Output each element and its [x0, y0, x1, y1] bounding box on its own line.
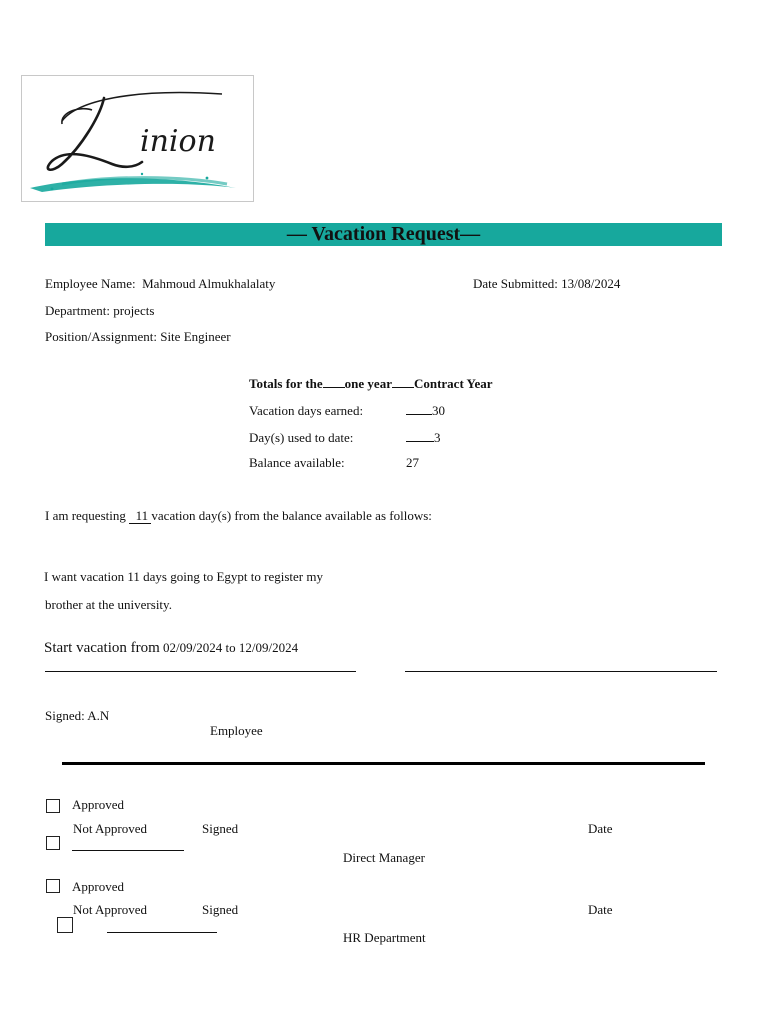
employee-signature [45, 708, 109, 724]
request-sentence [45, 508, 432, 524]
date-submitted-value: 13/08/2024 [561, 276, 621, 291]
period-to-word: to [225, 640, 236, 655]
direct-manager-caption: Direct Manager [343, 850, 425, 865]
totals-row-label: Day(s) used to date: [249, 430, 354, 445]
signed-label: Signed [202, 902, 239, 917]
date-submitted-row [473, 276, 620, 292]
not-approved-label: Not Approved [73, 821, 148, 836]
logo-graphic [22, 76, 255, 203]
requested-days-value: 11 [135, 508, 149, 523]
position-value: Site Engineer [160, 329, 231, 344]
days-used-value: 3 [434, 430, 441, 445]
approved-label: Approved [72, 797, 124, 812]
reason-line-2: brother at the university. [45, 597, 172, 612]
not-approved-checkbox-hr[interactable] [57, 917, 73, 933]
department-label: Department: [45, 303, 110, 318]
section-divider [62, 762, 705, 765]
department-row [45, 303, 154, 319]
employee-name-value: Mahmoud Almukhalalaty [142, 276, 276, 291]
position-label: Position/Assignment: [45, 329, 157, 344]
approved-checkbox-manager[interactable] [46, 799, 60, 813]
employee-name-label: Employee Name: [45, 276, 136, 291]
reason-line-1: I want vacation 11 days going to Egypt to register my [44, 569, 323, 584]
vacation-days-earned-value: 30 [432, 403, 445, 418]
totals-row-value [406, 430, 441, 446]
hr-department-caption: HR Department [343, 930, 426, 945]
date-label: Date [588, 821, 613, 836]
balance-available-value: 27 [406, 455, 419, 470]
not-approved-checkbox-manager[interactable] [46, 836, 60, 850]
approved-checkbox-hr[interactable] [46, 879, 60, 893]
period-to: 12/09/2024 [238, 640, 299, 655]
manager-signature-line[interactable] [72, 850, 184, 851]
department-value: projects [113, 303, 155, 318]
form-title: — Vacation Request— [286, 223, 481, 245]
signature-line-left [45, 671, 356, 672]
totals-heading [249, 376, 493, 392]
company-logo [21, 75, 254, 202]
employee-caption: Employee [210, 723, 263, 738]
hr-signature-line[interactable] [107, 932, 217, 933]
totals-row-label: Balance available: [249, 455, 345, 470]
date-label: Date [588, 902, 613, 917]
not-approved-label: Not Approved [73, 902, 148, 917]
request-prefix: I am requesting [45, 508, 126, 523]
logo-wordmark: inion [140, 124, 216, 159]
vacation-period [44, 640, 298, 657]
signed-value: A.N [87, 708, 110, 723]
position-row [45, 329, 231, 345]
period-label: Start vacation from [44, 640, 160, 656]
signed-label: Signed: [45, 708, 85, 723]
approved-label: Approved [72, 879, 124, 894]
request-suffix: vacation day(s) from the balance available as follows: [151, 508, 432, 523]
totals-heading-prefix: Totals for the [249, 376, 323, 391]
period-from: 02/09/2024 [163, 640, 223, 655]
totals-heading-suffix: Contract Year [413, 376, 493, 391]
signed-label: Signed [202, 821, 239, 836]
totals-row-label: Vacation days earned: [249, 403, 364, 418]
date-submitted-label: Date Submitted: [473, 276, 558, 291]
employee-name-row [45, 276, 275, 292]
totals-heading-mid: one year [344, 376, 392, 391]
form-title-bar [45, 223, 722, 246]
totals-row-value [406, 403, 445, 419]
signature-line-right [405, 671, 717, 672]
